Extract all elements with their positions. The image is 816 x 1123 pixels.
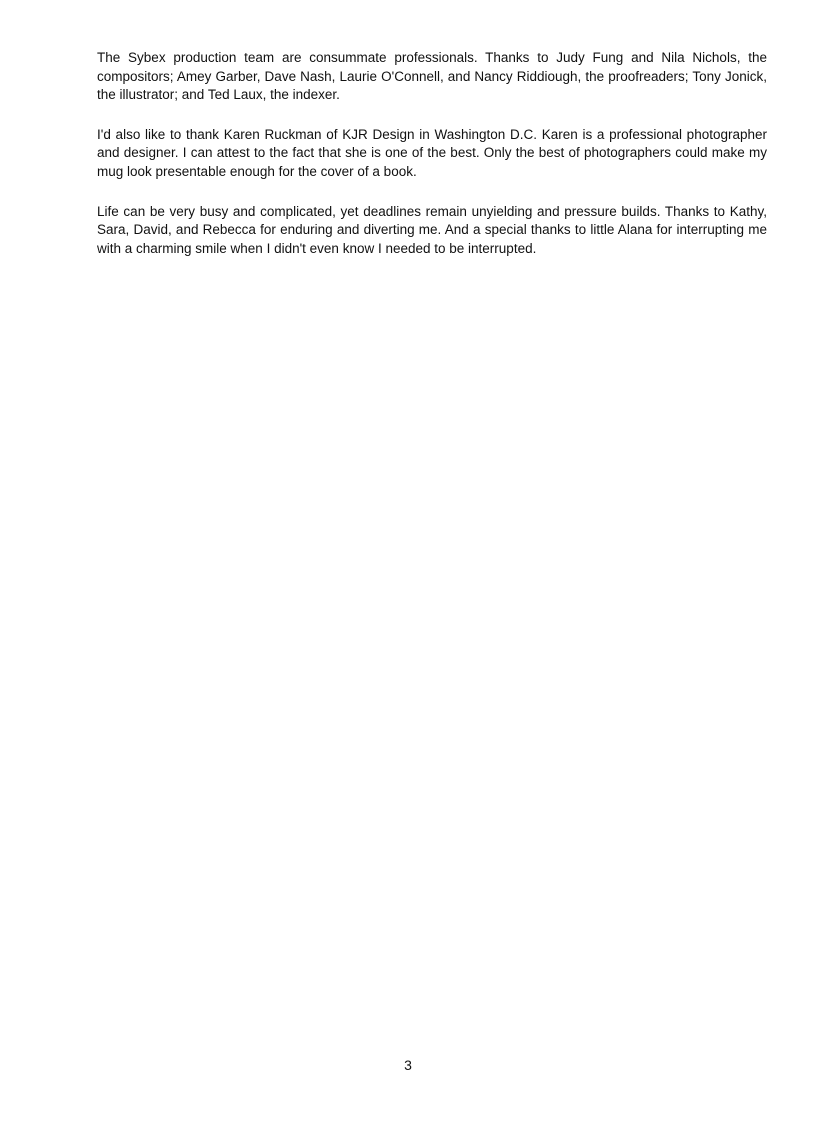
paragraph-photographer: I'd also like to thank Karen Ruckman of KJR Design in Washington D.C. Karen is a professional photographer and designer. I can attest to the fact that she is one of the best. Only the best of photographers could make my mug look presentable enough for the cover of a book. xyxy=(97,126,767,179)
paragraph-production-team: The Sybex production team are consummate professionals. Thanks to Judy Fung and Nila Nichols, the compositors; Amey Garber, Dave Nash, Laurie O'Connell, and Nancy Riddiough, the proofreaders; Tony Jonick, the illustrator; and Ted Laux, the indexer. xyxy=(97,50,767,103)
paragraph-family: Life can be very busy and complicated, yet deadlines remain unyielding and pressure builds. Thanks to Kathy, Sara, David, and Rebecca for enduring and diverting me. And a special thanks to little Alana for interrupting me with a charming smile when I didn't even know I needed to be interrupted. xyxy=(97,203,767,256)
body-text xyxy=(97,49,767,279)
page-number: 3 xyxy=(404,1057,412,1073)
